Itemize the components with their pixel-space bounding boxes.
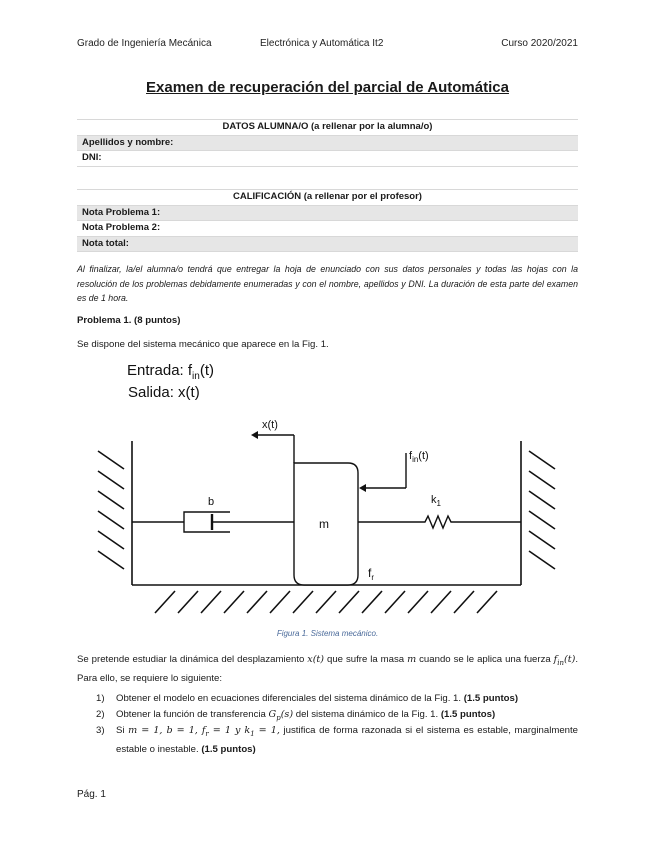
exam-page: Grado de Ingeniería Mecánica Electrónica y Automática It2 Curso 2020/2021 Examen de recuperación del parcial de Automática DATOS ALUMNA/O (a rellenar por la alumna/o) Apellidos y nombre: DNI: CALIFICACIÓN (a rellenar por el profesor) Nota Problema 1: Nota Problema 2: Nota total: Al finalizar, la/el alumna/o tendrá que entregar la hoja de enunciado con sus datos personales y todas las hojas con la resolución de los problemas debidamente enumeradas y con el nombre, apellidos y DNI. La duración de esta parte del examen es de 1 hora. Problema 1. (8 puntos) Se dispone del sistema mecánico que aparece en la Fig. 1. Entrada: $f_{in}(t)$ Salida: x(t) b m $k_1$ x(t) $f_{in}(t)$ $f_r$ Figura 1. Sistema mecánico. Se pretende estudiar la dinámica del desplazamiento x(t) que sufre la masa m cuando se le aplica una fuerza $f_{in}(t)$. Para ello, se requiere lo siguiente: 1) Obtener el modelo en ecuaciones diferenciales del sistema dinámico de la Fig. 1. (1.5 puntos) 2) Obtener la función de transferencia $G_p(s)$ del sistema dinámico de la Fig. 1. (1.5 puntos) 3) Si m = 1, b = 1, $f_r = 1$ y $k_1 = 1$, justifica de forma razonada si el sistema es estable, marginalmente estable o inestable. (1.5 puntos) Pág. 1 <box>0 0 655 848</box>
spring-label: $k_1$ <box>431 494 441 508</box>
damper-label: b <box>208 496 215 508</box>
grade-total: Nota total: <box>77 236 578 253</box>
student-data-table <box>77 119 578 167</box>
header-degree: Grado de Ingeniería Mecánica <box>77 38 212 49</box>
right-wall <box>521 441 555 585</box>
grade-problem-1: Nota Problema 1: <box>77 205 578 221</box>
grade-table-heading: CALIFICACIÓN (a rellenar por el profesor) <box>77 189 578 205</box>
header-subject: Electrónica y Automática It2 <box>260 38 384 49</box>
figure-input-label: Entrada: $f_{in}(t)$ <box>127 362 215 382</box>
page-number: Pág. 1 <box>77 789 106 800</box>
ground <box>132 585 521 613</box>
grade-problem-2: Nota Problema 2: <box>77 220 578 236</box>
damper <box>132 512 294 532</box>
figure-caption: Figura 1. Sistema mecánico. <box>276 629 379 638</box>
displacement-label: x(t) <box>262 419 278 431</box>
student-dni-field: DNI: <box>77 150 578 167</box>
figure-output-label: Salida: x(t) <box>128 384 200 401</box>
spring <box>358 516 521 528</box>
friction-label: $f_r$ <box>368 566 375 582</box>
force-arrow <box>359 453 406 492</box>
grade-table <box>77 189 578 252</box>
problem-intro: Se dispone del sistema mecánico que aparece en la Fig. 1. <box>77 339 329 350</box>
force-label: $f_{in}(t)$ <box>409 450 429 464</box>
student-table-heading: DATOS ALUMNA/O (a rellenar por la alumna/o) <box>77 119 578 135</box>
problem-statement: Se pretende estudiar la dinámica del desplazamiento x(t) que sufre la masa m cuando se le aplica una fuerza $f_{in}(t)$. Para ello, se requiere lo siguiente: <box>77 654 578 684</box>
problem-title: Problema 1. (8 puntos) <box>77 315 181 326</box>
displacement-arrow <box>251 431 294 463</box>
mass-label: m <box>319 517 329 531</box>
page-title: Examen de recuperación del parcial de Automática <box>146 79 509 96</box>
mechanical-system-figure <box>0 355 655 630</box>
student-name-field: Apellidos y nombre: <box>77 135 578 151</box>
left-wall <box>98 441 132 585</box>
instructions: Al finalizar, la/el alumna/o tendrá que entregar la hoja de enunciado con sus datos personales y todas las hojas con la resolución de los problemas debidamente enumeradas y con el nombre, apellidos y DNI. La duración de esta parte del examen es de 1 hora. <box>77 264 578 303</box>
header-course: Curso 2020/2021 <box>501 38 578 49</box>
